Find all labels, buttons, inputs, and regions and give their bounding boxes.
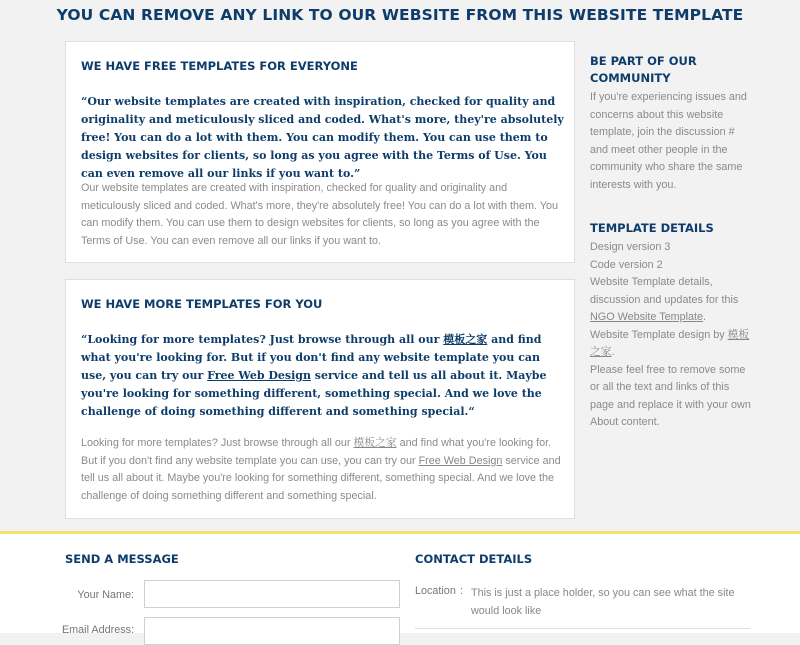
body-link-mubanzhijia[interactable]: 模板之家: [353, 437, 397, 449]
contact-divider: [415, 628, 750, 629]
body-text-3: service and tell us all about it. Maybe you're looking for something different, something special. And we love the challenge of doing something different and something special.: [81, 454, 561, 502]
community-text: If you're experiencing issues and concerns about this website template, join the discussion # and meet other people in the community who share the same interests with you.: [590, 91, 747, 191]
design-by-end: .: [611, 346, 615, 358]
location-separator: :: [460, 585, 463, 597]
design-by-text: [590, 327, 755, 362]
community-section: [590, 53, 755, 194]
quote-text-2: and find what you're looking for. But if you don't find any website template you can use, you can try our: [81, 333, 542, 382]
quote-link-free-web-design[interactable]: Free Web Design: [207, 369, 311, 382]
design-by-link[interactable]: 模板之家: [590, 328, 750, 358]
more-templates-box: [65, 279, 575, 519]
design-version: Design version 3: [590, 241, 671, 253]
footer: [0, 531, 800, 636]
more-templates-quote: [81, 331, 565, 421]
ngo-website-template-link[interactable]: NGO Website Template: [590, 311, 704, 323]
location-label: Location: [415, 585, 456, 597]
name-input[interactable]: [144, 580, 400, 608]
location-value: This is just a place holder, so you can see what the site would look like: [471, 587, 735, 617]
email-label: Email Address:: [61, 624, 134, 636]
email-input[interactable]: [144, 617, 400, 645]
name-label: Your Name:: [77, 589, 134, 601]
body-link-free-web-design[interactable]: Free Web Design: [418, 454, 503, 467]
details-text-end: .: [703, 311, 707, 323]
remove-text: Please feel free to remove some or all the text and links of this page and replace it with your own About content.: [590, 363, 751, 428]
details-text-lead: Website Template details, discussion and updates for this: [590, 276, 739, 306]
quote-text-1: “Looking for more templates? Just browse through all our: [81, 333, 444, 346]
quote-text-3: service and tell us all about it. Maybe you're looking for something different, something special. And we love the challenge of doing something different and something special.“: [81, 369, 547, 418]
page-title: YOU CAN REMOVE ANY LINK TO OUR WEBSITE FROM THIS WEBSITE TEMPLATE: [56, 6, 744, 24]
community-heading: BE PART OF OUR COMMUNITY: [590, 54, 697, 85]
free-templates-quote: “Our website templates are created with inspiration, checked for quality and originality and meticulously sliced and coded. What's more, they're absolutely free! You can do a lot with them. You can modify them. You can use them to design websites for clients, so long as you agree with the Terms of Use. You can even remove all our links if you want to.”: [81, 95, 564, 180]
template-details-section: [590, 220, 755, 432]
body-text-1: Looking for more templates? Just browse through all our: [81, 437, 354, 449]
sidebar: [590, 53, 755, 432]
quote-link-mubanzhijia[interactable]: 模板之家: [443, 333, 488, 346]
send-message-heading: SEND A MESSAGE: [65, 552, 179, 566]
template-details-heading: TEMPLATE DETAILS: [590, 221, 714, 235]
body-text-2: and find what you're looking for. But if you don't find any website template you can use, you can try our: [81, 437, 552, 467]
code-version: Code version 2: [590, 258, 663, 271]
free-templates-heading: WE HAVE FREE TEMPLATES FOR EVERYONE: [81, 59, 358, 73]
contact-details-heading: CONTACT DETAILS: [415, 552, 533, 566]
details-text: [590, 274, 755, 327]
design-by-lead: Website Template design by: [590, 328, 728, 341]
more-templates-body: [81, 435, 565, 505]
free-templates-body: Our website templates are created with inspiration, checked for quality and originality and meticulously sliced and coded. What's more, they're absolutely free! You can do a lot with them. You can modify them. You can use them to design websites for clients, so long as you agree with the Terms of Use. You can even remove all our links if you want to.: [81, 182, 559, 247]
more-templates-heading: WE HAVE MORE TEMPLATES FOR YOU: [81, 297, 323, 311]
free-templates-box: [65, 41, 575, 263]
